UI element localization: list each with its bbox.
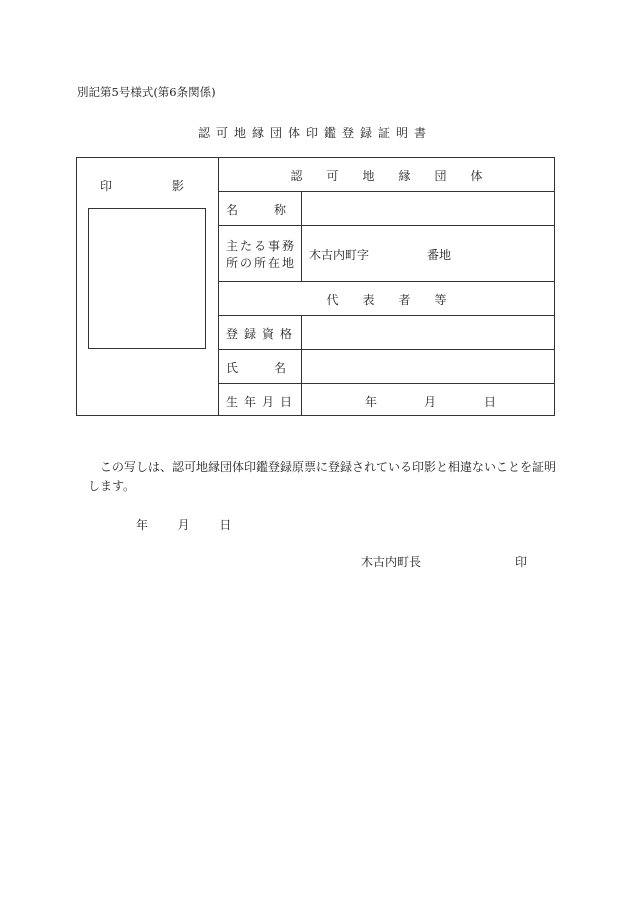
seal-impression-box [88,208,206,349]
birth-month-label: 月 [424,395,437,409]
office-label-line1: 主たる事務 [226,239,297,253]
full-name-label: 氏 名 [226,361,287,375]
issue-day-label: 日 [219,518,232,532]
table-rule [218,383,555,384]
office-label-line2: 所の所在地 [226,256,297,270]
office-lot-value: 番地 [427,248,452,262]
table-rule [218,281,555,282]
seal-impression-header: 印 影 [100,179,185,193]
birth-year-label: 年 [365,395,378,409]
office-town-value: 木古内町字 [309,248,370,262]
official-seal-mark: 印 [515,555,528,569]
issue-month-label: 月 [177,518,190,532]
certification-statement: この写しは、認可地縁団体印鑑登録原票に登録されている印影と相違ないことを証明します。 [88,460,557,493]
table-rule [218,191,555,192]
representative-section-header: 代 表 者 等 [326,293,447,307]
table-rule [218,315,555,316]
table-rule [218,225,555,226]
name-label: 名 称 [226,203,287,217]
form-number-note: 別記第5号様式(第6条関係) [77,85,216,99]
issuer-title: 木古内町長 [361,555,422,569]
issue-year-label: 年 [136,518,149,532]
table-rule [218,349,555,350]
birthdate-label: 生年月日 [226,395,299,409]
document-title: 認可地縁団体印鑑登録証明書 [197,126,432,140]
birth-day-label: 日 [484,395,497,409]
table-divider-label-lower [301,315,302,416]
table-divider-seal [218,157,219,416]
qualification-label: 登録資格 [226,327,299,341]
table-divider-label-upper [301,191,302,281]
issue-date [136,516,231,533]
group-section-header: 認 可 地 縁 団 体 [290,169,483,183]
